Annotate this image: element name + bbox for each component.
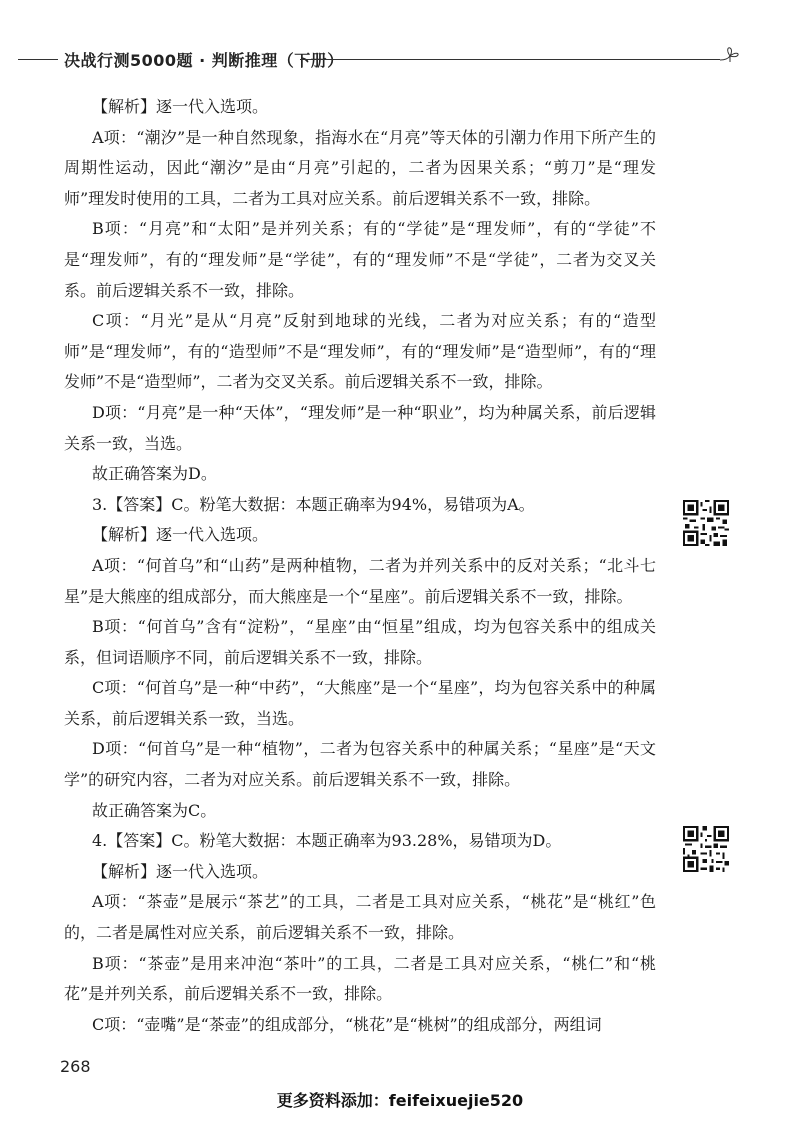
header-rule-right [300, 59, 720, 60]
paragraph: 【解析】逐一代入选项。 [92, 861, 269, 881]
paragraph: B项：“何首乌”含有“淀粉”，“星座”由“恒星”组成，均为包容关系中的组成关系，但词语顺序不同，前后逻辑关系不一致，排除。 [64, 617, 656, 667]
paragraph: D项：“何首乌”是一种“植物”，二者为包容关系中的种属关系；“星座”是“天文学”的研究内容，二者为对应关系。前后逻辑关系不一致，排除。 [64, 739, 656, 790]
paragraph: C项：“月光”是从“月亮”反射到地球的光线，二者为对应关系；有的“造型师”是“理发师”，有的“造型师”不是“理发师”，有的“理发师”是“造型师”，有的“理发师”不是“造型师”，二者为交叉关系。前后逻辑关系不一致，排除。 [64, 311, 656, 392]
header-rule-left [18, 59, 58, 60]
paragraph: 故正确答案为C。 [92, 800, 217, 820]
paragraph: B项：“茶壶”是用来冲泡“茶叶”的工具，二者是工具对应关系，“桃仁”和“桃花”是并列关系，前后逻辑关系不一致，排除。 [64, 953, 656, 1004]
paragraph: C项：“壶嘴”是“茶壶”的组成部分，“桃花”是“桃树”的组成部分，两组词 [92, 1014, 602, 1034]
paragraph: 3.【答案】C。粉笔大数据：本题正确率为94%，易错项为A。 [92, 494, 535, 514]
answer-explanation-body [64, 92, 656, 1040]
paragraph: A项：“何首乌”和“山药”是两种植物，二者为并列关系中的反对关系；“北斗七星”是大熊座的组成部分，而大熊座是一个“星座”。前后逻辑关系不一致，排除。 [64, 555, 656, 606]
paragraph: A项：“潮汐”是一种自然现象，指海水在“月亮”等天体的引潮力作用下所产生的周期性运动，因此“潮汐”是由“月亮”引起的，二者为因果关系；“剪刀”是“理发师”理发时使用的工具，二者为工具对应关系。前后逻辑关系不一致，排除。 [64, 127, 656, 208]
qr-code-icon[interactable] [683, 500, 729, 546]
paragraph: 【解析】逐一代入选项。 [92, 97, 269, 116]
paragraph: 故正确答案为D。 [92, 464, 217, 484]
paragraph: 4.【答案】C。粉笔大数据：本题正确率为93.28%，易错项为D。 [92, 831, 562, 851]
paragraph: B项：“月亮”和“太阳”是并列关系；有的“学徒”是“理发师”，有的“学徒”不是“理发师”，有的“理发师”是“学徒”，有的“理发师”不是“学徒”，二者为交叉关系。前后逻辑关系不一致，排除。 [64, 219, 656, 300]
page-header [0, 44, 800, 74]
paragraph: 【解析】逐一代入选项。 [92, 525, 269, 545]
book-title: 决战行测5000题 · 判断推理（下册） [64, 51, 344, 70]
paragraph: A项：“茶壶”是展示“茶艺”的工具，二者是工具对应关系，“桃花”是“桃红”色的，二者是属性对应关系，前后逻辑关系不一致，排除。 [64, 892, 656, 943]
leaf-ornament-icon [716, 44, 746, 74]
qr-code-icon[interactable] [683, 826, 729, 872]
footer-watermark: 更多资料添加：feifeixuejie520 [276, 1091, 524, 1110]
paragraph: D项：“月亮”是一种“天体”，“理发师”是一种“职业”，均为种属关系，前后逻辑关系一致，当选。 [64, 402, 656, 453]
paragraph: C项：“何首乌”是一种“中药”，“大熊座”是一个“星座”，均为包容关系中的种属关系，前后逻辑关系一致，当选。 [64, 678, 656, 728]
page-number: 268 [60, 1057, 91, 1076]
